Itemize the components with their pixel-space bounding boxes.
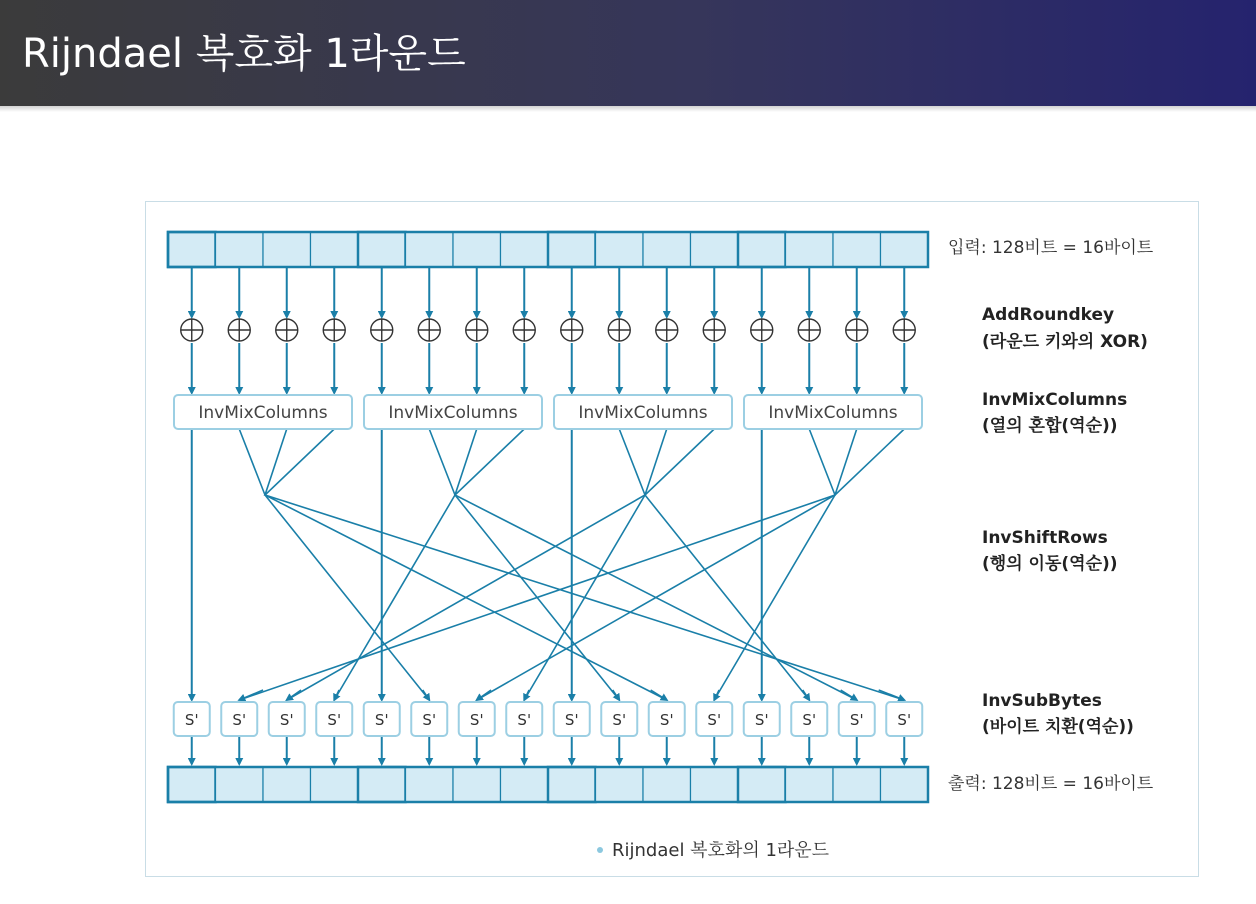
xor-icon-12	[751, 319, 773, 341]
sbox-label-10: S'	[659, 711, 674, 729]
xor-icon-13	[798, 319, 820, 341]
caption-bullet	[597, 847, 603, 853]
xor-icon-8	[561, 319, 583, 341]
shift-arrowhead-11	[714, 690, 719, 700]
sbox-label-14: S'	[849, 711, 864, 729]
shift-arrowhead-2	[287, 690, 301, 700]
input-byte-0	[168, 232, 216, 267]
sbox-14	[839, 702, 875, 736]
stage-invshiftrows-name: InvShiftRows	[982, 528, 1108, 548]
xor-icon-7	[513, 319, 535, 341]
shift-arrowhead-6	[477, 690, 491, 700]
output-byte-13	[786, 767, 834, 802]
input-byte-14	[833, 232, 881, 267]
sbox-6	[459, 702, 495, 736]
invmixcolumns-row	[174, 395, 922, 429]
output-byte-11	[691, 767, 739, 802]
invmixcolumns-box-label-3: InvMixColumns	[768, 403, 898, 423]
invmixcolumns-box-3	[744, 395, 922, 429]
xor-icon-10	[656, 319, 678, 341]
shift-line-3	[334, 429, 524, 700]
shift-line-11	[714, 429, 904, 700]
sbox-label-5: S'	[422, 711, 437, 729]
shift-line-2	[287, 429, 667, 700]
stage-invshiftrows-desc: (행의 이동(역순))	[982, 554, 1118, 574]
shift-arrowhead-1	[239, 690, 263, 700]
figure-frame	[145, 201, 1199, 877]
title-bar	[0, 0, 1256, 106]
shift-line-15	[265, 429, 904, 700]
sbox-label-13: S'	[802, 711, 817, 729]
input-byte-1	[216, 232, 264, 267]
stage-invsubbytes-name: InvSubBytes	[982, 691, 1102, 711]
sbox-0	[174, 702, 210, 736]
output-byte-10	[643, 767, 691, 802]
output-byte-9	[596, 767, 644, 802]
shift-arrowhead-5	[423, 690, 430, 700]
xor-icon-5	[418, 319, 440, 341]
sbox-label-15: S'	[897, 711, 912, 729]
shift-arrowhead-13	[803, 690, 810, 700]
output-label: 출력: 128비트 = 16바이트	[948, 774, 1154, 794]
sbox-7	[506, 702, 542, 736]
sbox-label-2: S'	[279, 711, 294, 729]
stage-addroundkey-name: AddRoundkey	[982, 305, 1115, 325]
shift-line-10	[265, 429, 667, 700]
page-title: Rijndael 복호화 1라운드	[22, 31, 466, 77]
shift-arrowhead-10	[651, 690, 667, 700]
output-byte-5	[406, 767, 454, 802]
input-byte-3	[311, 232, 359, 267]
output-byte-14	[833, 767, 881, 802]
invmixcolumns-box-2	[554, 395, 732, 429]
sbox-10	[649, 702, 685, 736]
input-byte-10	[643, 232, 691, 267]
sbox-label-12: S'	[754, 711, 769, 729]
input-byte-15	[881, 232, 929, 267]
sbox-5	[411, 702, 447, 736]
sbox-label-0: S'	[184, 711, 199, 729]
output-byte-8	[548, 767, 596, 802]
output-byte-12	[738, 767, 786, 802]
xor-icon-3	[323, 319, 345, 341]
stage-invsubbytes-desc: (바이트 치환(역순))	[982, 717, 1134, 737]
sbox-11	[696, 702, 732, 736]
invmixcolumns-box-label-0: InvMixColumns	[198, 403, 328, 423]
output-byte-7	[501, 767, 549, 802]
sbox-4	[364, 702, 400, 736]
rijndael-round-diagram	[146, 202, 1198, 876]
shift-arrowhead-14	[841, 690, 857, 700]
output-byte-4	[358, 767, 406, 802]
connection-lines	[192, 267, 905, 764]
sbox-13	[791, 702, 827, 736]
sbox-label-4: S'	[374, 711, 389, 729]
output-byte-2	[263, 767, 311, 802]
sbox-label-6: S'	[469, 711, 484, 729]
sbox-12	[744, 702, 780, 736]
shift-line-1	[239, 429, 835, 700]
input-bytes	[168, 232, 928, 267]
figure-caption: Rijndael 복호화의 1라운드	[612, 840, 830, 861]
shift-line-7	[524, 429, 714, 700]
xor-icon-2	[276, 319, 298, 341]
shift-arrowhead-7	[524, 690, 529, 700]
input-byte-6	[453, 232, 501, 267]
sbox-label-11: S'	[707, 711, 722, 729]
input-byte-8	[548, 232, 596, 267]
sbox-label-7: S'	[517, 711, 532, 729]
invmixcolumns-box-label-1: InvMixColumns	[388, 403, 518, 423]
shift-arrowhead-15	[879, 690, 905, 700]
xor-icon-1	[228, 319, 250, 341]
xor-icon-0	[181, 319, 203, 341]
input-byte-2	[263, 232, 311, 267]
sbox-label-8: S'	[564, 711, 579, 729]
sbox-9	[601, 702, 637, 736]
output-byte-0	[168, 767, 216, 802]
input-byte-12	[738, 232, 786, 267]
xor-icon-4	[371, 319, 393, 341]
output-byte-15	[881, 767, 929, 802]
xor-row	[181, 319, 916, 341]
xor-icon-15	[893, 319, 915, 341]
shift-line-14	[455, 429, 857, 700]
invmixcolumns-box-1	[364, 395, 542, 429]
shift-line-6	[477, 429, 857, 700]
xor-icon-14	[846, 319, 868, 341]
sbox-1	[221, 702, 257, 736]
shift-arrowhead-3	[334, 690, 339, 700]
stage-invmixcolumns-desc: (열의 혼합(역순))	[982, 416, 1118, 436]
stage-addroundkey-desc: (라운드 키와의 XOR)	[982, 332, 1148, 352]
sbox-label-3: S'	[327, 711, 342, 729]
xor-icon-9	[608, 319, 630, 341]
output-byte-1	[216, 767, 264, 802]
input-label: 입력: 128비트 = 16바이트	[948, 238, 1154, 258]
sbox-8	[554, 702, 590, 736]
input-byte-11	[691, 232, 739, 267]
sbox-label-9: S'	[612, 711, 627, 729]
output-bytes	[168, 767, 928, 802]
xor-icon-6	[466, 319, 488, 341]
input-byte-13	[786, 232, 834, 267]
xor-icon-11	[703, 319, 725, 341]
sbox-15	[886, 702, 922, 736]
shift-arrowhead-9	[613, 690, 620, 700]
sbox-2	[269, 702, 305, 736]
output-byte-3	[311, 767, 359, 802]
input-byte-4	[358, 232, 406, 267]
input-byte-9	[596, 232, 644, 267]
stage-invmixcolumns-name: InvMixColumns	[982, 390, 1128, 410]
output-byte-6	[453, 767, 501, 802]
invmixcolumns-box-0	[174, 395, 352, 429]
input-byte-5	[406, 232, 454, 267]
sbox-row	[174, 702, 923, 736]
sbox-label-1: S'	[232, 711, 247, 729]
invmixcolumns-box-label-2: InvMixColumns	[578, 403, 708, 423]
input-byte-7	[501, 232, 549, 267]
sbox-3	[316, 702, 352, 736]
